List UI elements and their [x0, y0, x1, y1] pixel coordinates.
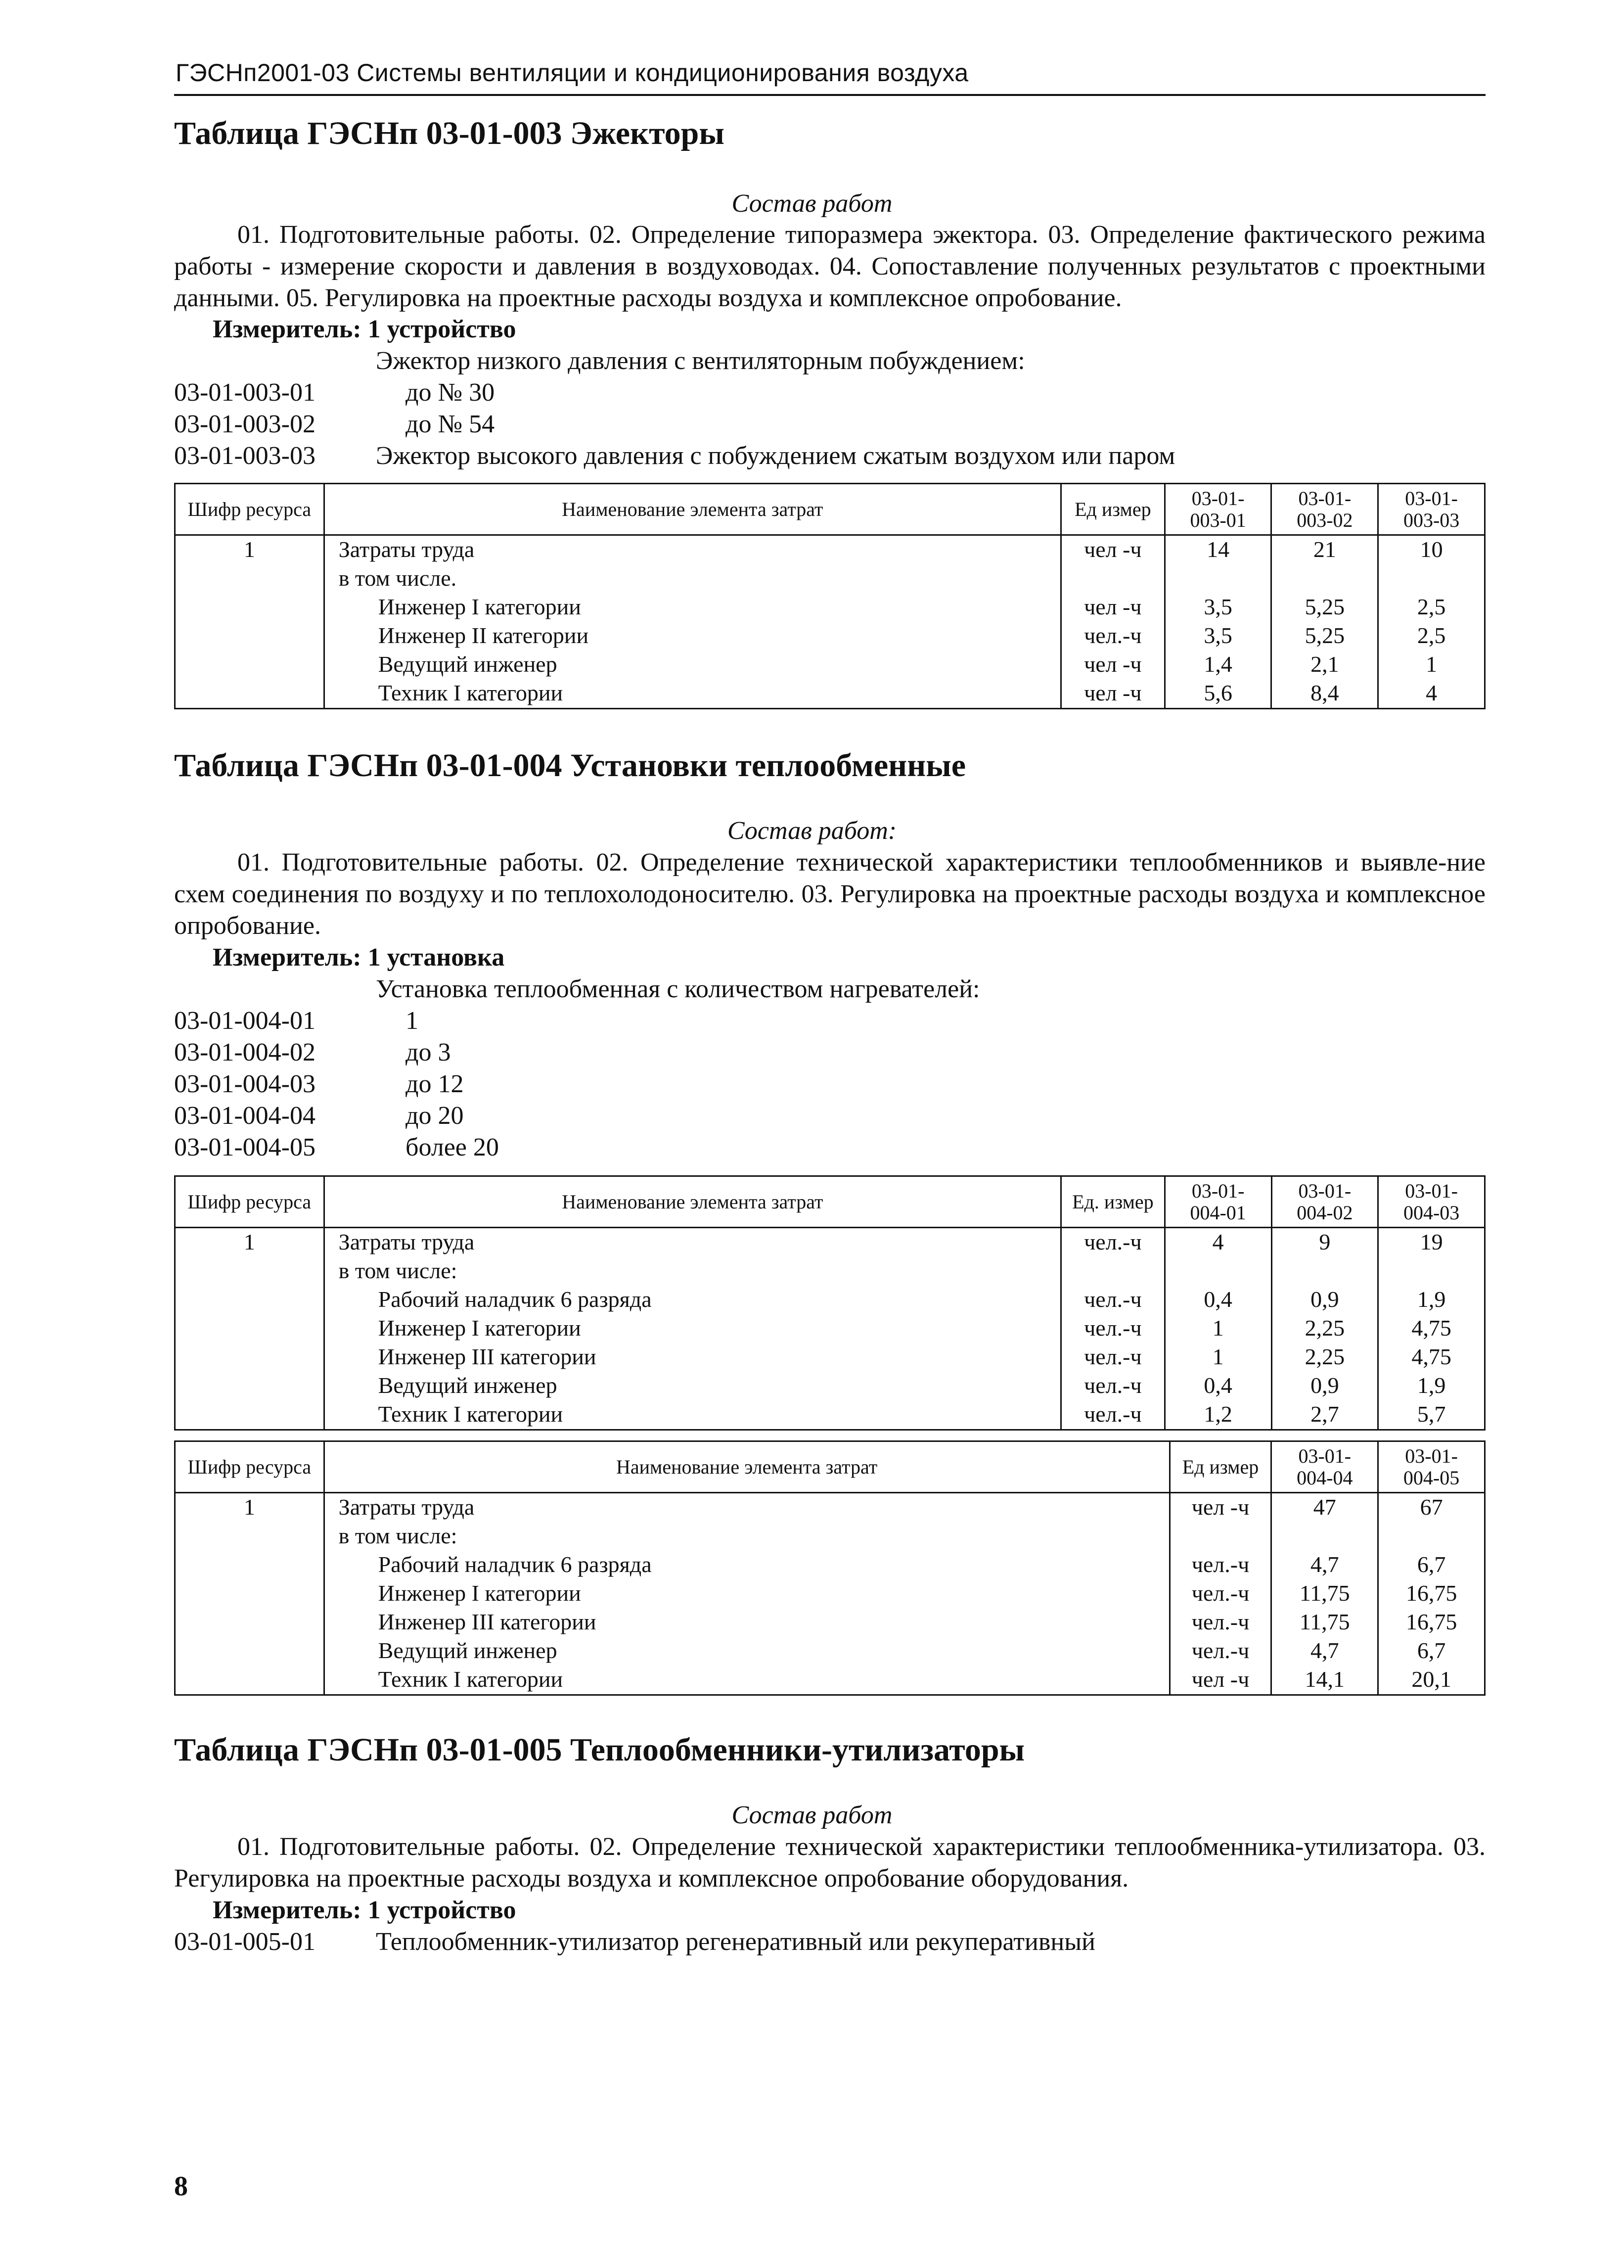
value-cell	[1272, 1522, 1377, 1551]
unit-column	[1061, 1228, 1165, 1430]
value-cell: 14,1	[1305, 1666, 1345, 1692]
unit-cell: чел.-ч	[1084, 623, 1142, 648]
value-cell: 47	[1313, 1494, 1336, 1520]
norm-column-1	[1165, 535, 1271, 709]
value-cell: 4,75	[1411, 1315, 1451, 1341]
name-column	[324, 1228, 1061, 1430]
section2-meter	[213, 943, 504, 972]
item-desc: более 20	[406, 1133, 499, 1161]
col-header-name: Наименование элемента затрат	[324, 1176, 1061, 1228]
col-header-norm: 03-01- 003-03	[1378, 484, 1485, 535]
value-cell	[1379, 1522, 1484, 1551]
section3-meter	[213, 1896, 516, 1925]
col-header-code: Шифр ресурса	[175, 1441, 324, 1493]
cost-item-name: Инженер III категории	[378, 1344, 596, 1369]
unit-cell: чел.-ч	[1191, 1580, 1250, 1606]
value-cell: 8,4	[1310, 680, 1339, 705]
value-cell: 0,4	[1204, 1287, 1232, 1312]
value-cell: 5,6	[1204, 680, 1232, 705]
value-cell: 1,4	[1204, 651, 1232, 677]
value-cell: 2,5	[1417, 623, 1446, 648]
cost-item-name: в том числе.	[338, 565, 457, 591]
section2-composition-body: 01. Подготовительные работы. 02. Определение технической характеристики теплообменников и выявле-ние схем соединения по воздуху и по теплохолодоносителю. 03. Регулировка на проектные расходы воздуха и комплексное опробование.	[174, 848, 1486, 940]
value-cell	[1166, 1257, 1271, 1286]
unit-cell: чел -ч	[1084, 680, 1142, 705]
value-cell: 4,75	[1411, 1344, 1451, 1369]
section2-composition-text	[174, 847, 1486, 942]
cost-item-name: Затраты труда	[338, 1229, 475, 1254]
meter-value: 1 установка	[367, 943, 505, 972]
value-cell: 0,9	[1310, 1287, 1339, 1312]
col-header-norm: 03-01- 003-02	[1271, 484, 1378, 535]
section2-subheading: Установка теплообменная с количеством нагревателей:	[376, 975, 980, 1003]
resource-code: 1	[243, 1494, 255, 1520]
norm-column-3	[1378, 535, 1485, 709]
unit-cell: чел.-ч	[1084, 1401, 1142, 1427]
meter-label: Измеритель:	[213, 1896, 361, 1924]
value-cell	[1272, 1257, 1378, 1286]
item-code: 03-01-004-02	[174, 1038, 316, 1066]
value-cell: 1	[1426, 651, 1438, 677]
unit-cell	[1062, 1257, 1164, 1286]
page-number: 8	[174, 2171, 188, 2202]
value-cell: 2,5	[1417, 594, 1446, 619]
cost-item-name: Рабочий наладчик 6 разряда	[378, 1552, 652, 1577]
unit-cell: чел.-ч	[1084, 1344, 1142, 1369]
col-header-unit: Ед измер	[1061, 484, 1165, 535]
col-header-unit: Ед измер	[1170, 1441, 1271, 1493]
item-desc: 1	[406, 1007, 418, 1035]
value-cell: 10	[1420, 537, 1443, 562]
value-cell: 6,7	[1417, 1638, 1446, 1663]
col-header-norm: 03-01- 003-01	[1165, 484, 1271, 535]
table-header-row	[175, 1176, 1485, 1228]
section3-title: Таблица ГЭСНп 03-01-005 Теплообменники-утилизаторы	[174, 1732, 1025, 1768]
value-cell: 14	[1207, 537, 1230, 562]
cost-item-name: Затраты труда	[338, 1494, 475, 1520]
col-header-name: Наименование элемента затрат	[324, 1441, 1170, 1493]
item-code: 03-01-003-03	[174, 442, 316, 470]
value-cell: 20,1	[1411, 1666, 1451, 1692]
item-code: 03-01-003-01	[174, 378, 316, 407]
norm-column-1	[1165, 1228, 1271, 1430]
item-desc: до 12	[406, 1070, 464, 1098]
cost-item-name: Рабочий наладчик 6 разряда	[378, 1287, 652, 1312]
unit-cell: чел.-ч	[1191, 1609, 1250, 1634]
value-cell: 0,9	[1310, 1373, 1339, 1398]
value-cell: 2,25	[1305, 1315, 1345, 1341]
col-header-unit: Ед. измер	[1061, 1176, 1165, 1228]
section1-composition-heading: Состав работ	[731, 189, 893, 218]
cost-item-name: Техник I категории	[378, 680, 563, 705]
item-desc: до № 30	[406, 378, 495, 407]
unit-cell: чел.-ч	[1191, 1638, 1250, 1663]
cost-item-name: Техник I категории	[378, 1401, 563, 1427]
value-cell: 16,75	[1405, 1609, 1457, 1634]
section2-resource-table-b	[174, 1440, 1486, 1696]
cost-item-name: Ведущий инженер	[378, 651, 557, 677]
value-cell	[1166, 564, 1271, 593]
value-cell: 21	[1313, 537, 1336, 562]
value-cell: 3,5	[1204, 594, 1232, 619]
norm-column-2	[1271, 1228, 1378, 1430]
norm-column-5	[1378, 1493, 1485, 1695]
name-column	[324, 1493, 1170, 1695]
value-cell: 3,5	[1204, 623, 1232, 648]
running-title: ГЭСНп2001-03 Системы вентиляции и кондиционирования воздуха	[176, 59, 969, 87]
item-code: 03-01-005-01	[174, 1928, 316, 1956]
section2-composition-heading: Состав работ:	[727, 817, 897, 845]
item-code: 03-01-004-03	[174, 1070, 316, 1098]
value-cell	[1272, 564, 1377, 593]
resource-code-cell	[175, 535, 324, 709]
item-code: 03-01-004-04	[174, 1102, 316, 1130]
unit-cell: чел.-ч	[1191, 1552, 1250, 1577]
section2-title: Таблица ГЭСНп 03-01-004 Установки теплообменные	[174, 747, 966, 784]
section1-subheading: Эжектор низкого давления с вентиляторным побуждением:	[376, 347, 1025, 375]
section3-composition-body: 01. Подготовительные работы. 02. Определение технической характеристики теплообменника-утилизатора. 03. Регулировка на проектные расходы воздуха и комплексное опробование оборудования.	[174, 1833, 1486, 1893]
meter-label: Измеритель:	[213, 943, 361, 972]
value-cell: 11,75	[1299, 1580, 1350, 1606]
unit-column	[1061, 535, 1165, 709]
section1-meter	[213, 315, 516, 344]
section2-resource-table-a	[174, 1175, 1486, 1431]
item-code: 03-01-003-02	[174, 410, 316, 438]
item-code: 03-01-004-01	[174, 1007, 316, 1035]
value-cell: 4	[1426, 680, 1438, 705]
unit-cell: чел -ч	[1191, 1494, 1250, 1520]
value-cell: 16,75	[1405, 1580, 1457, 1606]
section1-resource-table	[174, 483, 1486, 709]
value-cell: 0,4	[1204, 1373, 1232, 1398]
col-header-code: Шифр ресурса	[175, 1176, 324, 1228]
unit-cell: чел.-ч	[1084, 1373, 1142, 1398]
cost-item-name: Ведущий инженер	[378, 1373, 557, 1398]
value-cell: 4	[1212, 1229, 1224, 1254]
item-desc: до № 54	[406, 410, 495, 438]
value-cell: 19	[1420, 1229, 1443, 1254]
header-rule	[174, 94, 1486, 96]
unit-cell: чел.-ч	[1084, 1229, 1142, 1254]
section1-title: Таблица ГЭСНп 03-01-003 Эжекторы	[174, 115, 724, 151]
meter-value: 1 устройство	[367, 315, 516, 343]
col-header-name: Наименование элемента затрат	[324, 484, 1061, 535]
value-cell: 5,7	[1417, 1401, 1446, 1427]
unit-cell: чел -ч	[1191, 1666, 1250, 1692]
table-body-row	[175, 535, 1485, 709]
col-header-norm: 03-01- 004-05	[1378, 1441, 1485, 1493]
value-cell: 9	[1319, 1229, 1331, 1254]
meter-label: Измеритель:	[213, 315, 361, 343]
item-code: 03-01-004-05	[174, 1133, 316, 1161]
cost-item-name: Инженер I категории	[378, 1580, 581, 1606]
value-cell: 1,2	[1204, 1401, 1232, 1427]
section3-composition-text	[174, 1831, 1486, 1895]
table-header-row	[175, 1441, 1485, 1493]
resource-code: 1	[243, 537, 255, 562]
cost-item-name: Инженер II категории	[378, 623, 589, 648]
norm-column-4	[1271, 1493, 1378, 1695]
value-cell: 11,75	[1299, 1609, 1350, 1634]
col-header-norm: 03-01- 004-02	[1271, 1176, 1378, 1228]
col-header-norm: 03-01- 004-04	[1271, 1441, 1378, 1493]
resource-code-cell	[175, 1493, 324, 1695]
section1-composition-body: 01. Подготовительные работы. 02. Определение типоразмера эжектора. 03. Определение фактического режима работы - измерение скорости и давления в воздуховодах. 04. Сопоставление полученных результатов с проектными данными. 05. Регулировка на проектные расходы воздуха и комплексное опробование.	[174, 221, 1486, 312]
value-cell: 1,9	[1417, 1373, 1446, 1398]
unit-cell: чел -ч	[1084, 651, 1142, 677]
unit-cell	[1062, 564, 1164, 593]
unit-column	[1170, 1493, 1271, 1695]
item-desc: Теплообменник-утилизатор регенеративный или рекуперативный	[376, 1928, 1095, 1956]
section3-composition-heading: Состав работ	[731, 1801, 893, 1829]
table-body-row	[175, 1228, 1485, 1430]
col-header-code: Шифр ресурса	[175, 484, 324, 535]
resource-code-cell	[175, 1228, 324, 1430]
unit-cell: чел -ч	[1084, 594, 1142, 619]
cost-item-name: Техник I категории	[378, 1666, 563, 1692]
unit-cell	[1171, 1522, 1271, 1551]
value-cell: 1,9	[1417, 1287, 1446, 1312]
resource-code: 1	[243, 1229, 255, 1254]
table-header-row	[175, 484, 1485, 535]
value-cell: 1	[1212, 1315, 1224, 1341]
value-cell: 2,25	[1305, 1344, 1345, 1369]
item-desc: до 20	[406, 1102, 464, 1130]
value-cell: 6,7	[1417, 1552, 1446, 1577]
value-cell	[1379, 1257, 1484, 1286]
cost-item-name: в том числе:	[338, 1523, 457, 1548]
unit-cell: чел.-ч	[1084, 1315, 1142, 1341]
value-cell: 4,7	[1310, 1638, 1339, 1663]
meter-value: 1 устройство	[367, 1896, 516, 1924]
cost-item-name: Затраты труда	[338, 537, 475, 562]
value-cell: 2,1	[1310, 651, 1339, 677]
norm-column-2	[1271, 535, 1378, 709]
cost-item-name: Инженер I категории	[378, 1315, 581, 1341]
value-cell: 67	[1420, 1494, 1443, 1520]
unit-cell: чел -ч	[1084, 537, 1142, 562]
name-column	[324, 535, 1061, 709]
value-cell: 2,7	[1310, 1401, 1339, 1427]
section1-composition-text	[174, 219, 1486, 314]
col-header-norm: 03-01- 004-01	[1165, 1176, 1271, 1228]
col-header-norm: 03-01- 004-03	[1378, 1176, 1485, 1228]
cost-item-name: Ведущий инженер	[378, 1638, 557, 1663]
cost-item-name: Инженер I категории	[378, 594, 581, 619]
table-body-row	[175, 1493, 1485, 1695]
cost-item-name: в том числе:	[338, 1258, 457, 1283]
value-cell	[1379, 564, 1484, 593]
value-cell: 4,7	[1310, 1552, 1339, 1577]
item-desc: Эжектор высокого давления с побуждением сжатым воздухом или паром	[376, 442, 1175, 470]
item-desc: до 3	[406, 1038, 451, 1066]
value-cell: 5,25	[1305, 594, 1345, 619]
cost-item-name: Инженер III категории	[378, 1609, 596, 1634]
value-cell: 1	[1212, 1344, 1224, 1369]
value-cell: 5,25	[1305, 623, 1345, 648]
unit-cell: чел.-ч	[1084, 1287, 1142, 1312]
norm-column-3	[1378, 1228, 1485, 1430]
